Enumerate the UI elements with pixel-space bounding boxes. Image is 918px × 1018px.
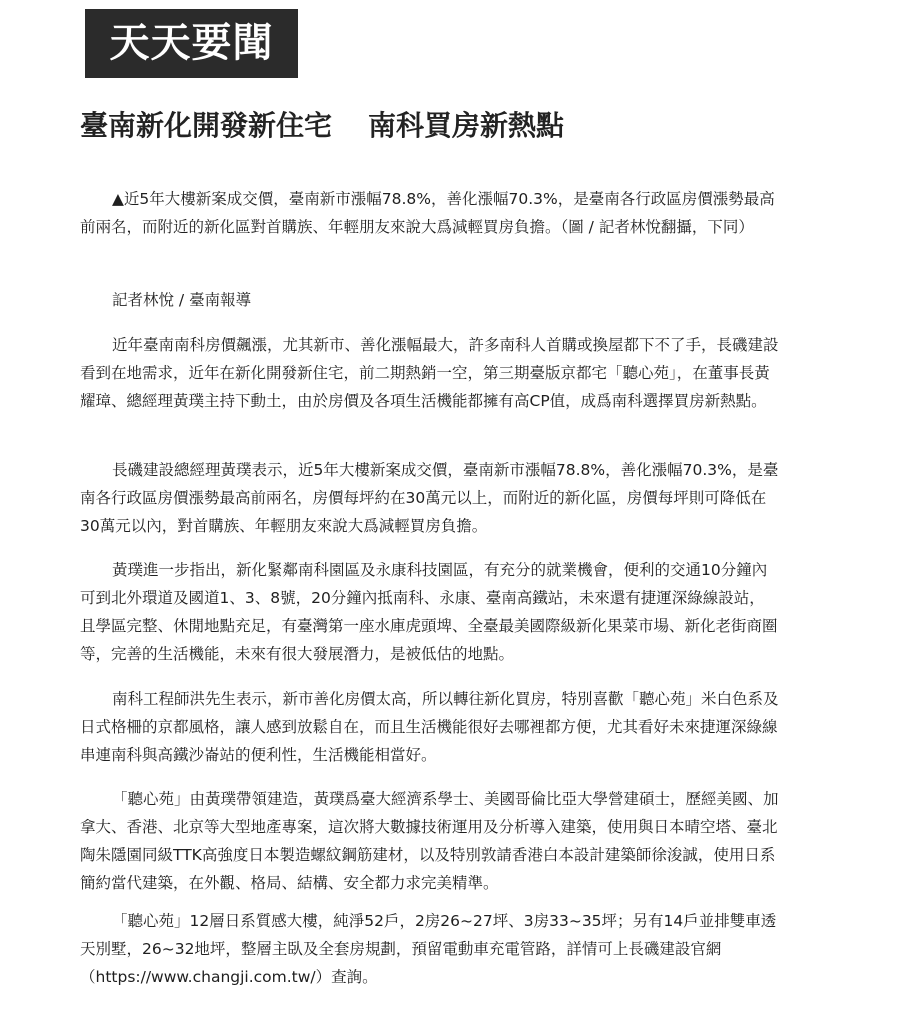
article-paragraph-3: 黃璞進一步指出，新化緊鄰南科園區及永康科技園區，有充分的就業機會，便利的交通10分鐘內可到北外環道及國道1、3、8號，20分鐘內抵南科、永康、臺南高鐵站，未來還有捷運深綠線設站，且學區完整、休閒地點充足，有臺灣第一座水庫虎頭埤、全臺最美國際級新化果菜市場、新化老街商圈等，完善的生活機能，未來有很大發展潛力，是被低估的地點。 <box>80 561 778 663</box>
article-paragraph-2: 長磯建設總經理黃璞表示，近5年大樓新案成交價，臺南新市漲幅78.8%，善化漲幅70.3%，是臺南各行政區房價漲勢最高前兩名，房價每坪約在30萬元以上，而附近的新化區，房價每坪則可降低在30萬元以內，對首購族、年輕朋友來說大爲減輕買房負擔。 <box>80 461 779 535</box>
masthead-logo: 天天要聞 <box>85 9 298 78</box>
article-paragraph-1: 近年臺南南科房價飆漲，尤其新市、善化漲幅最大，許多南科人首購或換屋都下不了手，長磯建設看到在地需求，近年在新化開發新住宅，前二期熱銷一空，第三期臺版京都宅「聽心苑」，在董事長黃耀璋、總經理黃璞主持下動土，由於房價及各項生活機能都擁有高CP值，成爲南科選擇買房新熱點。 <box>80 336 779 410</box>
headline-part-1: 臺南新化開發新住宅 <box>80 109 333 142</box>
article-paragraph-6: 「聽心苑」12層日系質感大樓，純淨52戶，2房26~27坪、3房33~35坪；另有14戶並排雙車透天別墅，26~32地坪，整層主臥及全套房規劃，預留電動車充電管路，詳情可上長磯建設官網（https://www.changji.com.tw/）查詢。 <box>80 912 777 986</box>
article-headline <box>80 104 564 144</box>
article-paragraph-5: 「聽心苑」由黃璞帶領建造，黃璞爲臺大經濟系學士、美國哥倫比亞大學營建碩士，歷經美國、加拿大、香港、北京等大型地產專案，這次將大數據技術運用及分析導入建築，使用與日本晴空塔、臺北陶朱隱園同級TTK高強度日本製造螺紋鋼筋建材，以及特別敦請香港白本設計建築師徐浚誠，使用日系簡約當代建築，在外觀、格局、結構、安全都力求完美精準。 <box>80 790 779 892</box>
article-paragraph-4: 南科工程師洪先生表示，新市善化房價太高，所以轉往新化買房，特別喜歡「聽心苑」米白色系及日式格柵的京都風格，讓人感到放鬆自在，而且生活機能很好去哪裡都方便，尤其看好未來捷運深綠線串連南科與高鐵沙崙站的便利性，生活機能相當好。 <box>80 690 779 764</box>
headline-part-2: 南科買房新熱點 <box>368 109 565 142</box>
byline: 記者林悅 / 臺南報導 <box>112 291 252 309</box>
photo-caption: ▲近5年大樓新案成交價，臺南新市漲幅78.8%，善化漲幅70.3%，是臺南各行政區房價漲勢最高前兩名，而附近的新化區對首購族、年輕朋友來說大爲減輕買房負擔。（圖 / 記者林悅翻攝，下同） <box>80 190 775 236</box>
